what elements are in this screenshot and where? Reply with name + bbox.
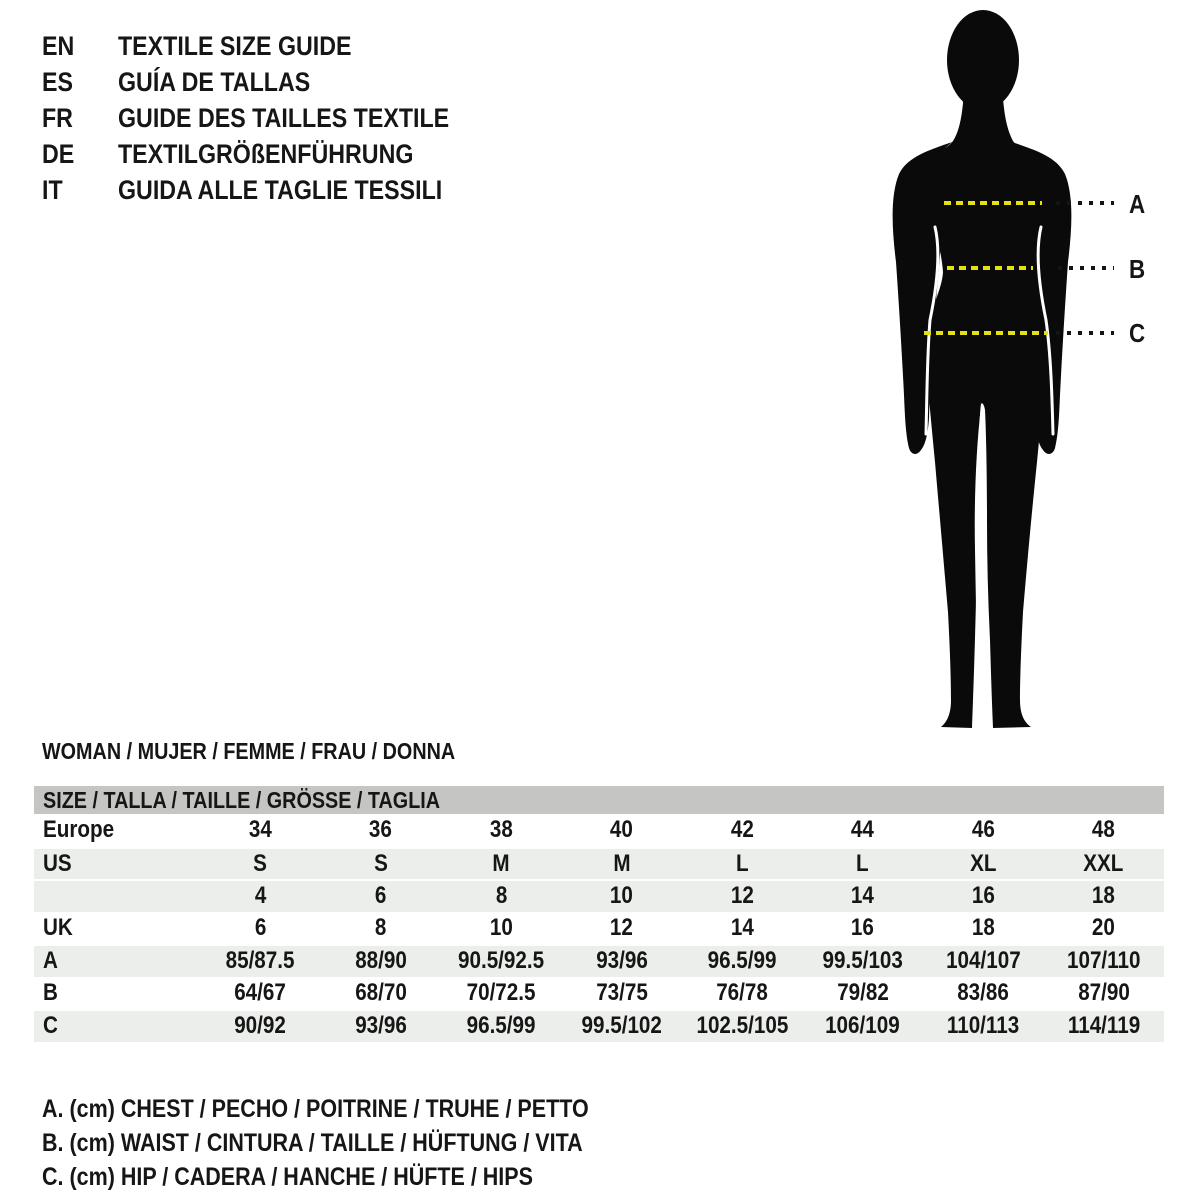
row-label-text: US	[43, 849, 72, 877]
language-code	[42, 139, 118, 170]
language-code-text: EN	[42, 30, 75, 61]
size-table-body	[34, 814, 1164, 1042]
table-cell-text: 40	[610, 816, 634, 844]
table-cell-text: L	[856, 849, 870, 877]
table-cell	[803, 816, 924, 844]
table-cell	[562, 1012, 683, 1040]
row-label	[34, 882, 200, 910]
table-cell-text: 68/70	[354, 978, 407, 1006]
table-cell-text: 44	[851, 816, 875, 844]
language-row	[42, 172, 503, 208]
table-cell-text: 14	[851, 882, 875, 910]
table-cell	[682, 979, 803, 1007]
table-cell-text: 90.5/92.5	[458, 947, 545, 975]
language-code	[42, 175, 118, 206]
guide-title	[118, 139, 462, 170]
table-cell-text: 85/87.5	[225, 947, 295, 975]
table-cell-text: 46	[971, 816, 995, 844]
language-list	[42, 28, 503, 208]
table-cell	[803, 882, 924, 910]
table-row	[34, 879, 1164, 912]
legend-line-hip	[42, 1160, 678, 1194]
section-title-text: WOMAN / MUJER / FEMME / FRAU / DONNA	[42, 738, 456, 764]
table-cell	[200, 914, 321, 942]
table-cell-text: 99.5/102	[581, 1012, 662, 1040]
row-label	[34, 979, 200, 1007]
table-cell	[1044, 816, 1165, 844]
table-cell-text: 70/72.5	[466, 978, 536, 1006]
size-table-header	[34, 786, 1164, 814]
row-label	[34, 1012, 200, 1040]
table-cell	[923, 979, 1044, 1007]
legend-line-chest	[42, 1092, 678, 1126]
table-cell	[200, 816, 321, 844]
table-cell	[1044, 882, 1165, 910]
table-cell-text: S	[253, 849, 268, 877]
legend-line-waist-text: B. (cm) WAIST / CINTURA / TAILLE / HÜFTUNG / VITA	[42, 1129, 583, 1157]
table-row	[34, 977, 1164, 1010]
table-cell-text: 10	[489, 913, 513, 941]
table-cell	[1044, 1012, 1165, 1040]
table-cell-text: 104/107	[945, 947, 1021, 975]
table-cell	[200, 979, 321, 1007]
table-cell	[1044, 979, 1165, 1007]
hip-leader-dots	[1056, 331, 1114, 335]
table-cell-text: 93/96	[354, 1012, 407, 1040]
row-label	[34, 816, 200, 844]
table-cell-text: 87/90	[1077, 978, 1130, 1006]
table-cell	[923, 914, 1044, 942]
table-cell	[441, 816, 562, 844]
table-cell	[562, 947, 683, 975]
table-cell-text: 16	[851, 913, 875, 941]
table-cell	[682, 816, 803, 844]
table-cell	[441, 1012, 562, 1040]
table-cell-text: 99.5/103	[822, 947, 903, 975]
chest-dash-line	[944, 201, 1042, 205]
table-cell-text: 73/75	[595, 978, 648, 1006]
language-code	[42, 31, 118, 62]
measure-legend	[42, 1092, 678, 1194]
silhouette-feet-gap	[977, 702, 990, 729]
table-cell	[321, 979, 442, 1007]
table-cell	[923, 816, 1044, 844]
table-cell-text: 96.5/99	[707, 947, 777, 975]
language-code-text: DE	[42, 138, 75, 169]
table-cell	[441, 882, 562, 910]
table-cell-text: M	[492, 849, 510, 877]
table-cell-text: 38	[489, 816, 513, 844]
table-cell-text: M	[613, 849, 631, 877]
table-cell-text: 88/90	[354, 947, 407, 975]
hip-dash-line	[924, 331, 1048, 335]
table-cell-text: 107/110	[1067, 947, 1141, 975]
table-cell	[803, 947, 924, 975]
row-label	[34, 914, 200, 942]
table-cell-text: L	[735, 849, 749, 877]
table-row	[34, 1009, 1164, 1042]
table-cell	[682, 882, 803, 910]
guide-title	[118, 31, 390, 62]
table-cell-text: XL	[970, 849, 997, 877]
table-row	[34, 944, 1164, 977]
marker-label-c	[1129, 318, 1148, 349]
table-cell-text: 8	[374, 913, 387, 941]
marker-label-c-text: C	[1129, 318, 1146, 348]
table-cell	[803, 979, 924, 1007]
table-cell	[682, 914, 803, 942]
size-table-header-text: SIZE / TALLA / TAILLE / GRÖSSE / TAGLIA	[43, 787, 441, 813]
table-cell-text: 18	[1092, 882, 1116, 910]
guide-title-text: GUIDE DES TAILLES TEXTILE	[118, 102, 450, 133]
table-cell-text: 48	[1092, 816, 1116, 844]
table-row	[34, 814, 1164, 847]
table-cell-text: 64/67	[234, 978, 287, 1006]
table-row	[34, 912, 1164, 945]
table-cell	[923, 882, 1044, 910]
guide-title-text: GUIDA ALLE TAGLIE TESSILI	[118, 174, 443, 205]
waist-dash-line	[947, 266, 1033, 270]
table-cell-text: 42	[730, 816, 754, 844]
table-cell	[321, 816, 442, 844]
table-cell-text: 20	[1092, 913, 1116, 941]
language-row	[42, 28, 503, 64]
table-cell-text: 106/109	[825, 1012, 901, 1040]
table-cell	[321, 850, 442, 878]
table-cell	[562, 882, 683, 910]
table-cell-text: 96.5/99	[466, 1012, 536, 1040]
table-cell-text: 6	[254, 913, 266, 941]
table-cell	[321, 882, 442, 910]
language-code	[42, 67, 118, 98]
row-label-text: C	[43, 1012, 58, 1040]
table-cell-text: 12	[730, 882, 754, 910]
table-cell	[803, 1012, 924, 1040]
table-cell	[682, 947, 803, 975]
table-cell-text: 34	[248, 816, 272, 844]
table-cell-text: 36	[369, 816, 393, 844]
table-cell-text: 8	[495, 882, 507, 910]
table-cell	[441, 850, 562, 878]
language-row	[42, 100, 503, 136]
guide-title-text: GUÍA DE TALLAS	[118, 66, 311, 97]
table-cell-text: S	[373, 849, 388, 877]
woman-silhouette	[850, 0, 1100, 740]
table-cell	[1044, 850, 1165, 878]
table-cell	[1044, 914, 1165, 942]
size-table	[34, 786, 1164, 1042]
row-label-text: Europe	[43, 816, 115, 844]
table-cell	[923, 1012, 1044, 1040]
table-cell	[200, 882, 321, 910]
language-code-text: FR	[42, 102, 73, 133]
table-cell-text: 79/82	[836, 978, 889, 1006]
legend-line-chest-text: A. (cm) CHEST / PECHO / POITRINE / TRUHE / PETTO	[42, 1095, 589, 1123]
marker-label-a	[1129, 189, 1148, 220]
guide-title	[118, 103, 503, 134]
table-cell-text: 18	[971, 913, 995, 941]
table-cell-text: 16	[971, 882, 995, 910]
table-cell	[682, 850, 803, 878]
table-cell-text: 4	[254, 882, 266, 910]
table-cell	[321, 947, 442, 975]
table-cell-text: 114/119	[1067, 1012, 1140, 1040]
table-cell	[923, 850, 1044, 878]
table-cell	[803, 914, 924, 942]
table-cell	[200, 947, 321, 975]
table-cell	[562, 914, 683, 942]
table-cell	[562, 816, 683, 844]
row-label-text: B	[43, 978, 58, 1006]
row-label-text: UK	[43, 913, 73, 941]
section-title-woman	[42, 738, 522, 765]
language-row	[42, 64, 503, 100]
table-cell	[200, 1012, 321, 1040]
row-label	[34, 850, 200, 878]
table-cell	[321, 1012, 442, 1040]
guide-title	[118, 67, 342, 98]
table-cell	[1044, 947, 1165, 975]
table-cell	[441, 979, 562, 1007]
table-cell-text: 83/86	[957, 978, 1010, 1006]
table-cell-text: 14	[730, 913, 754, 941]
table-cell	[321, 914, 442, 942]
guide-title	[118, 175, 495, 206]
row-label-text: A	[43, 947, 58, 975]
table-cell	[562, 850, 683, 878]
guide-title-text: TEXTILE SIZE GUIDE	[118, 30, 352, 61]
table-cell	[803, 850, 924, 878]
chest-leader-dots	[1056, 201, 1114, 205]
language-code-text: IT	[42, 174, 63, 205]
marker-label-a-text: A	[1129, 189, 1146, 219]
language-code-text: ES	[42, 66, 73, 97]
table-cell-text: 93/96	[595, 947, 648, 975]
table-cell-text: 6	[374, 882, 387, 910]
table-cell	[441, 947, 562, 975]
table-cell-text: 110/113	[947, 1012, 1020, 1040]
language-row	[42, 136, 503, 172]
table-cell-text: 10	[610, 882, 634, 910]
table-row	[34, 847, 1164, 880]
table-cell-text: 12	[610, 913, 634, 941]
table-cell	[200, 850, 321, 878]
legend-line-waist	[42, 1126, 678, 1160]
table-cell	[562, 979, 683, 1007]
legend-line-hip-text: C. (cm) HIP / CADERA / HANCHE / HÜFTE / HIPS	[42, 1163, 533, 1191]
guide-title-text: TEXTILGRÖßENFÜHRUNG	[118, 138, 414, 169]
table-cell-text: 90/92	[234, 1012, 287, 1040]
marker-label-b	[1129, 254, 1148, 285]
table-cell-text: 102.5/105	[696, 1012, 789, 1040]
table-cell	[682, 1012, 803, 1040]
table-cell-text: 76/78	[716, 978, 769, 1006]
table-cell	[923, 947, 1044, 975]
language-code	[42, 103, 118, 134]
marker-label-b-text: B	[1129, 254, 1146, 284]
row-label	[34, 947, 200, 975]
table-cell-text: XXL	[1083, 849, 1124, 877]
table-cell	[441, 914, 562, 942]
waist-leader-dots	[1058, 266, 1114, 270]
